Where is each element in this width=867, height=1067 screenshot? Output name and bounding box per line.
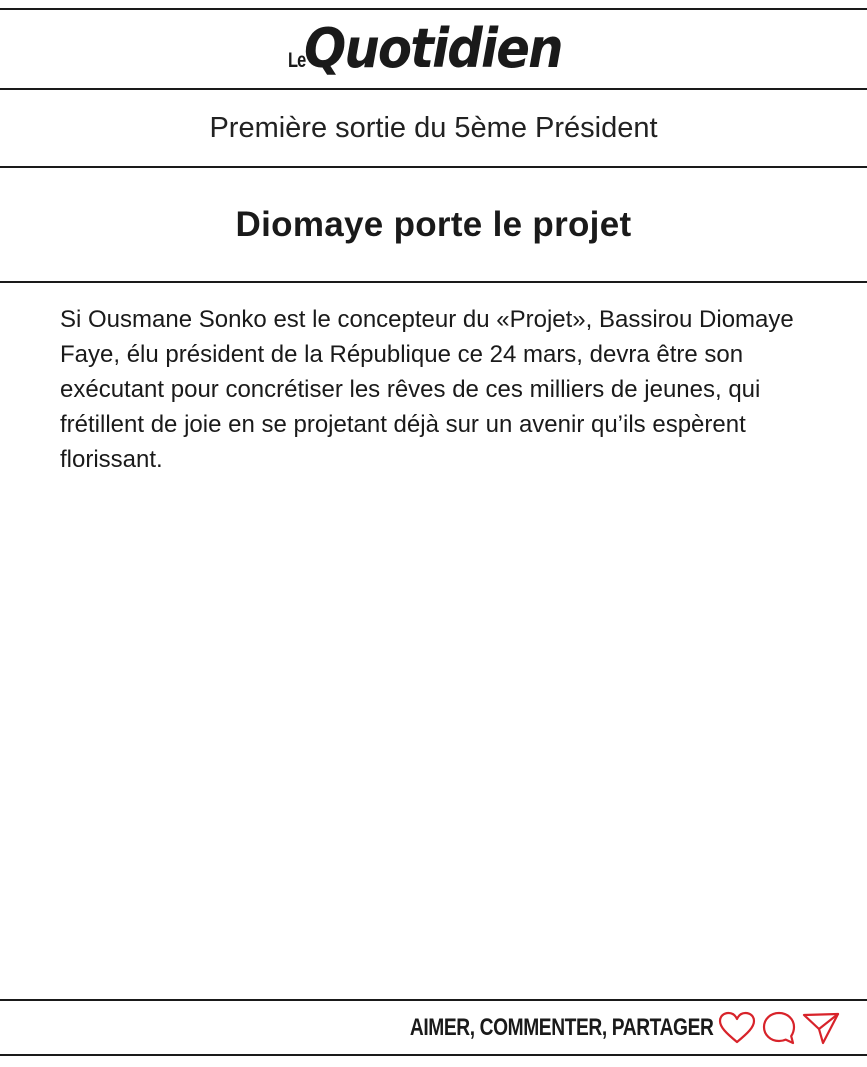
action-icons	[717, 1008, 841, 1048]
comment-icon[interactable]	[759, 1008, 799, 1048]
heart-icon[interactable]	[717, 1008, 757, 1048]
article-headline: Diomaye porte le projet	[235, 205, 632, 244]
footer-top-rule	[0, 999, 867, 1001]
kicker-rule	[0, 166, 867, 168]
headline-rule	[0, 281, 867, 283]
logo-prefix: Le	[288, 49, 306, 72]
logo-name: Quotidien	[303, 17, 562, 80]
article-body: Si Ousmane Sonko est le concepteur du «Projet», Bassirou Diomaye Faye, élu président de la République ce 24 mars, devra être son exécutant pour concrétiser les rêves de ces milliers de jeunes, qui frétillent de joie en se projetant déjà sur un avenir qu’ils espèrent florissant.	[60, 306, 794, 473]
footer-bottom-rule	[0, 1054, 867, 1056]
article-kicker: Première sortie du 5ème Président	[209, 112, 658, 144]
action-bar	[0, 1002, 867, 1054]
call-to-action: AIMER, COMMENTER, PARTAGER	[409, 1014, 713, 1041]
send-icon[interactable]	[801, 1008, 841, 1048]
newspaper-logo	[283, 17, 584, 80]
masthead	[0, 10, 867, 88]
